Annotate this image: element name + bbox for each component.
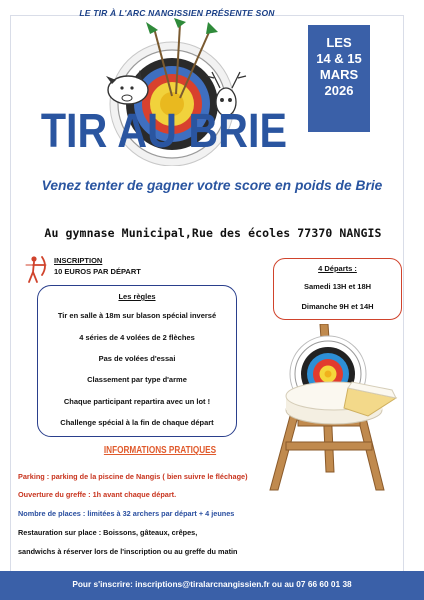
rule-item: Challenge spécial à la fin de chaque départ — [60, 418, 214, 427]
date-line: 2026 — [324, 83, 354, 98]
rules-title: Les règles — [118, 292, 156, 301]
date-line: MARS — [319, 67, 359, 82]
inscription-price: 10 EUROS PAR DÉPART — [54, 267, 141, 276]
rule-item: Classement par type d'arme — [87, 375, 187, 384]
brie-cheese-illustration — [286, 382, 396, 424]
rule-item: Pas de volées d'essai — [98, 354, 176, 363]
page-title: TIR AU BRIE — [40, 105, 287, 158]
food-info: Restauration sur place : Boissons, gâteaux, crêpes, — [18, 528, 198, 537]
rule-item: 4 séries de 4 volées de 2 flèches — [79, 333, 195, 342]
date-line: 14 & 15 — [316, 51, 362, 66]
subtitle: Venez tenter de gagner votre score en poids de Brie — [41, 178, 383, 193]
inscription-label: INSCRIPTION — [54, 256, 103, 265]
registry-info: Ouverture du greffe : 1h avant chaque départ. — [18, 490, 177, 499]
footer-contact: Pour s'inscrire: inscriptions@tiralarcnangissien.fr ou au 07 66 60 01 38 — [72, 579, 352, 589]
parking-info: Parking : parking de la piscine de Nangis ( bien suivre le fléchage) — [18, 472, 248, 481]
venue-address: Au gymnase Municipal,Rue des écoles 77370 NANGIS — [44, 226, 382, 240]
rule-item: Tir en salle à 18m sur blason spécial inversé — [57, 311, 217, 320]
departures-title: 4 Départs : — [318, 264, 357, 273]
places-info: Nombre de places : limitées à 32 archers par départ + 4 jeunes — [18, 509, 235, 518]
date-badge — [308, 25, 370, 132]
departure-line: Dimanche 9H et 14H — [301, 302, 374, 311]
practical-info-title: INFORMATIONS PRATIQUES — [103, 445, 217, 456]
presents-line: LE TIR À L'ARC NANGISSIEN PRÉSENTE SON — [79, 8, 275, 18]
rule-item: Chaque participant repartira avec un lot ! — [63, 397, 211, 406]
food-info-cont: sandwichs à réserver lors de l'inscription ou au greffe du matin — [18, 547, 238, 556]
date-line: LES — [326, 35, 352, 50]
easel-target-illustration — [256, 324, 406, 492]
archer-icon — [22, 254, 48, 284]
departure-line: Samedi 13H et 18H — [303, 282, 372, 291]
